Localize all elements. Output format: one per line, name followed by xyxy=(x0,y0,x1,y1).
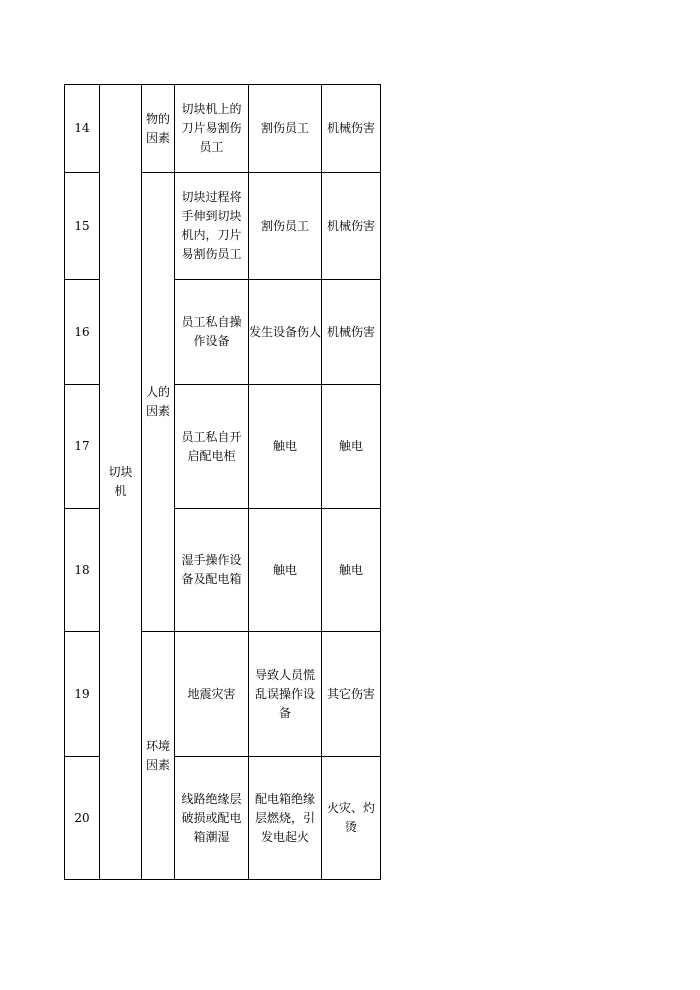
accident-type-cell: 触电 xyxy=(322,385,381,509)
consequence-cell: 配电箱绝缘层燃烧，引发电起火 xyxy=(249,757,322,880)
hazard-cell: 员工私自开启配电柜 xyxy=(175,385,249,509)
accident-type-cell: 触电 xyxy=(322,509,381,632)
row-number: 14 xyxy=(65,85,100,173)
table-row xyxy=(65,85,381,173)
consequence-cell: 发生设备伤人 xyxy=(249,280,322,385)
row-number: 18 xyxy=(65,509,100,632)
hazard-cell: 地震灾害 xyxy=(175,632,249,757)
consequence-cell: 触电 xyxy=(249,385,322,509)
row-number: 19 xyxy=(65,632,100,757)
row-number: 20 xyxy=(65,757,100,880)
factor-group-environment: 环境因素 xyxy=(142,632,175,880)
hazard-table xyxy=(64,84,381,880)
accident-type-cell: 火灾、灼烫 xyxy=(322,757,381,880)
hazard-cell: 线路绝缘层破损或配电箱潮湿 xyxy=(175,757,249,880)
factor-group-physical: 物的因素 xyxy=(142,85,175,173)
consequence-cell: 割伤员工 xyxy=(249,85,322,173)
row-number: 17 xyxy=(65,385,100,509)
consequence-cell: 导致人员慌乱误操作设备 xyxy=(249,632,322,757)
row-number: 16 xyxy=(65,280,100,385)
row-number: 15 xyxy=(65,173,100,280)
accident-type-cell: 机械伤害 xyxy=(322,280,381,385)
equipment-cell: 切块机 xyxy=(100,85,142,880)
hazard-cell: 切块过程将手伸到切块机内，刀片易割伤员工 xyxy=(175,173,249,280)
hazard-cell: 员工私自操作设备 xyxy=(175,280,249,385)
factor-group-human: 人的因素 xyxy=(142,173,175,632)
accident-type-cell: 机械伤害 xyxy=(322,85,381,173)
consequence-cell: 触电 xyxy=(249,509,322,632)
hazard-cell: 切块机上的刀片易割伤员工 xyxy=(175,85,249,173)
hazard-cell: 湿手操作设备及配电箱 xyxy=(175,509,249,632)
accident-type-cell: 机械伤害 xyxy=(322,173,381,280)
consequence-cell: 割伤员工 xyxy=(249,173,322,280)
accident-type-cell: 其它伤害 xyxy=(322,632,381,757)
